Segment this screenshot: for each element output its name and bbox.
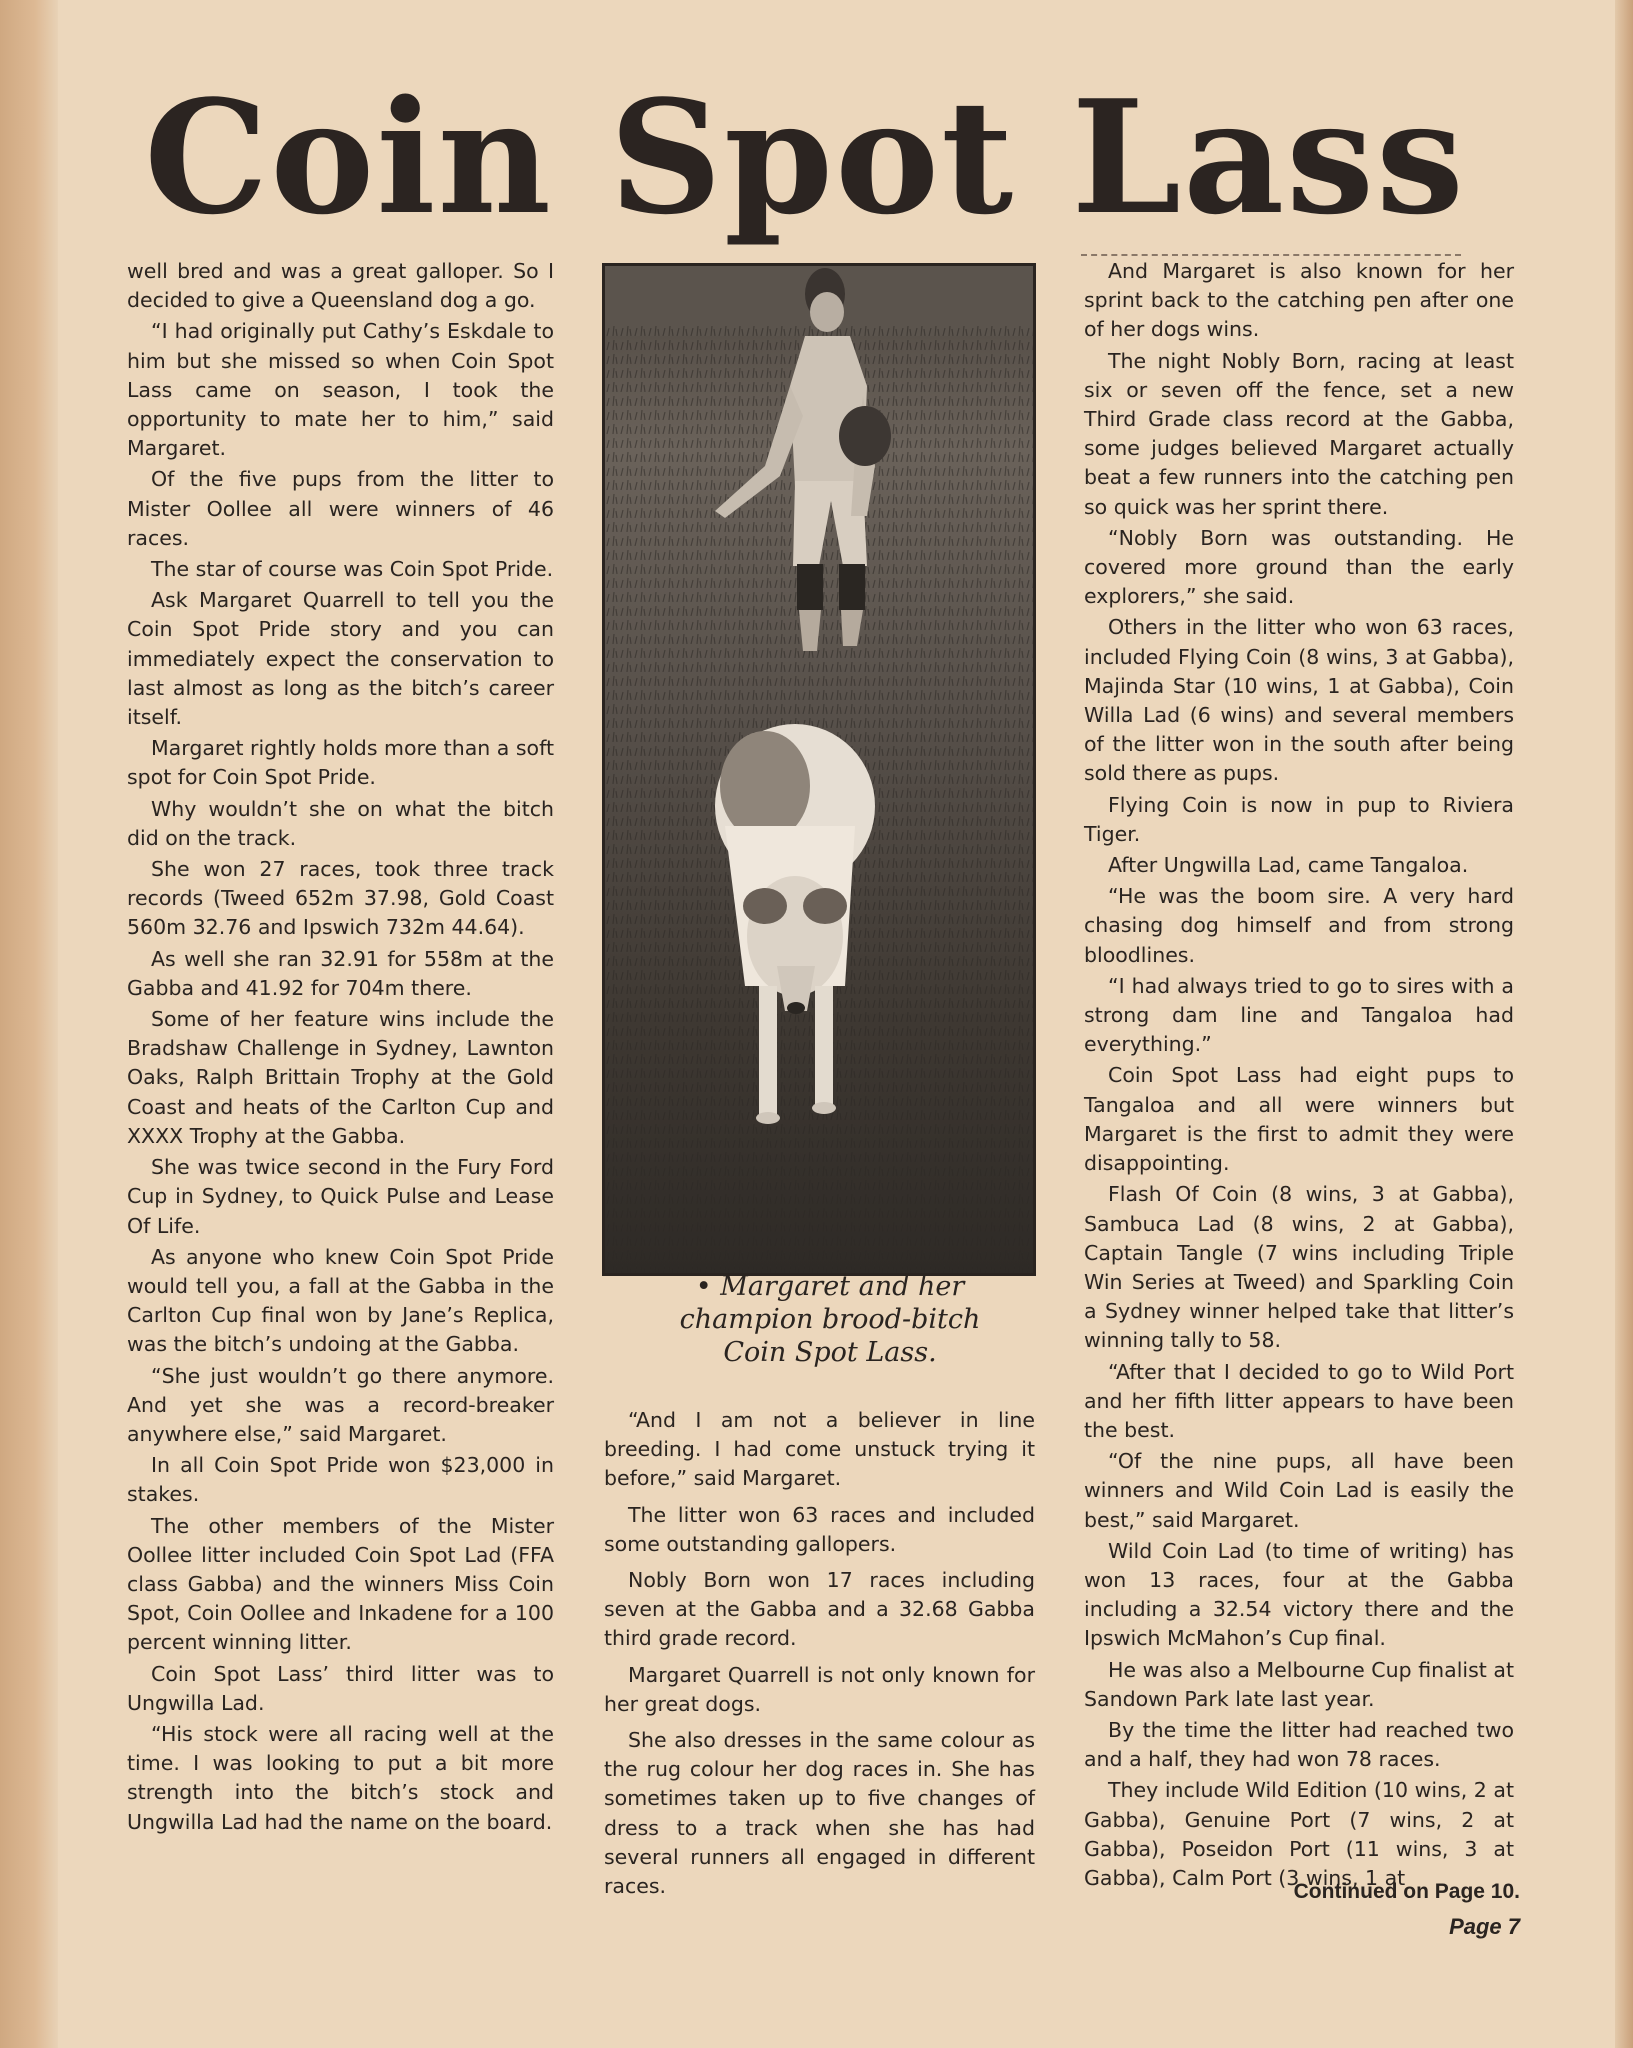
paragraph: As anyone who knew Coin Spot Pride would tell you, a fall at the Gabba in the Carlton Cup final won by Jane’s Replica, was the bitch’s undoing at the Gabba. [127,1244,554,1357]
headline: Coin Spot Lass [144,66,1466,249]
paragraph: Coin Spot Lass’ third litter was to Ungwilla Lad. [127,1661,554,1715]
paragraph: The star of course was Coin Spot Pride. [151,557,554,582]
paragraph: The other members of the Mister Oollee litter included Coin Spot Lad (FFA class Gabba) and the winners Miss Coin Spot, Coin Oollee and Inkadene for a 100 percent winning litter. [127,1513,554,1655]
paragraph: “After that I decided to go to Wild Port and her fifth litter appears to have been the best. [1084,1359,1514,1442]
paragraph: Ask Margaret Quarrell to tell you the Coin Spot Pride story and you can immediately expect the conservation to last almost as long as the bitch’s career itself. [127,588,554,730]
paragraph: Others in the litter who won 63 races, included Flying Coin (8 wins, 3 at Gabba), Majinda Star (10 wins, 1 at Gabba), Coin Willa Lad (6 wins) and several members of the litter won in the south after being sold there as pups. [1084,615,1514,786]
paragraph: And Margaret is also known for her sprint back to the catching pen after one of her dogs wins. [1084,259,1514,342]
paragraph: “I had originally put Cathy’s Eskdale to him but she missed so when Coin Spot Lass came on season, I took the opportunity to mate her to him,” said Margaret. [127,319,554,461]
paragraph: The litter won 63 races and included some outstanding gallopers. [604,1502,1035,1556]
paragraph: They include Wild Edition (10 wins, 2 at Gabba), Genuine Port (7 wins, 2 at Gabba), Poseidon Port (11 wins, 3 at Gabba), Calm Port (3 wins, 1 at [1084,1778,1514,1890]
paragraph: She won 27 races, took three track records (Tweed 652m 37.98, Gold Coast 560m 32.76 and Ipswich 732m 44.64). [127,857,554,940]
photo-illustration [605,266,1033,1273]
paragraph: well bred and was a great galloper. So I decided to give a Queensland dog a go. [127,259,554,313]
paragraph: Why wouldn’t she on what the bitch did on the track. [127,796,554,850]
paragraph: “He was the boom sire. A very hard chasing dog himself and from strong bloodlines. [1084,884,1514,967]
paragraph: She was twice second in the Fury Ford Cup in Sydney, to Quick Pulse and Lease Of Life. [127,1155,554,1238]
middle-column [604,1406,1035,1908]
paragraph: Coin Spot Lass had eight pups to Tangaloa and all were winners but Margaret is the first to admit they were disappointing. [1084,1063,1514,1176]
paragraph: Nobly Born won 17 races including seven at the Gabba and a 32.68 Gabba third grade record. [604,1568,1035,1651]
paragraph: After Ungwilla Lad, came Tangaloa. [1108,853,1469,878]
column-rule [1081,254,1461,256]
paragraph: The night Nobly Born, racing at least six or seven off the fence, set a new Third Grade class record at the Gabba, some judges believed Margaret actually beat a few runners into the catching pen so quick was her sprint there. [1084,348,1514,519]
page-edge-left [0,0,58,2048]
paragraph: Flying Coin is now in pup to Riviera Tiger. [1084,792,1514,846]
photo-margaret-and-dog [602,263,1036,1276]
paragraph: Flash Of Coin (8 wins, 3 at Gabba), Sambuca Lad (8 wins, 2 at Gabba), Captain Tangle (7 wins including Triple Win Series at Tweed) and Sparkling Coin a Sydney winner helped take that litter’s winning tally to 58. [1084,1182,1514,1353]
paragraph: She also dresses in the same colour as the rug colour her dog races in. She has sometimes taken up to five changes of dress to a track when she has had several runners all engaged in different races. [604,1728,1035,1899]
page-number: Page 7 [1449,1914,1520,1939]
paragraph: “And I am not a believer in line breeding. I had come unstuck trying it before,” said Margaret. [604,1408,1035,1491]
left-column [127,257,554,1839]
paragraph: Margaret Quarrell is not only known for her great dogs. [604,1662,1035,1716]
paragraph: “I had always tried to go to sires with a strong dam line and Tangaloa had everything.” [1084,973,1514,1057]
paragraph: Some of her feature wins include the Bradshaw Challenge in Sydney, Lawnton Oaks, Ralph Brittain Trophy at the Gold Coast and heats of the Carlton Cup and XXXX Trophy at the Gabba. [127,1007,554,1148]
paragraph: As well she ran 32.91 for 558m at the Gabba and 41.92 for 704m there. [127,946,554,1000]
paragraph: He was also a Melbourne Cup finalist at Sandown Park late last year. [1084,1657,1514,1711]
right-column [1084,257,1514,1895]
photo-caption: • Margaret and her champion brood-bitch Coin Spot Lass. [679,1271,981,1368]
paragraph: Margaret rightly holds more than a soft spot for Coin Spot Pride. [127,736,554,790]
paragraph: “She just wouldn’t go there anymore. And yet she was a record-breaker anywhere else,” said Margaret. [127,1363,554,1446]
paragraph: “Of the nine pups, all have been winners and Wild Coin Lad is easily the best,” said Margaret. [1084,1449,1514,1532]
continued-note: Continued on Page 10. [1293,1880,1520,1903]
paragraph: Wild Coin Lad (to time of writing) has won 13 races, four at the Gabba including a 32.54 victory there and the Ipswich McMahon’s Cup final. [1084,1538,1514,1651]
paragraph: “Nobly Born was outstanding. He covered more ground than the early explorers,” she said. [1084,525,1514,609]
paragraph: In all Coin Spot Pride won $23,000 in stakes. [127,1453,554,1507]
page-edge-right [1615,0,1633,2048]
paragraph: By the time the litter had reached two and a half, they had won 78 races. [1084,1717,1514,1772]
paragraph: Of the five pups from the litter to Mister Oollee all were winners of 46 races. [127,467,554,550]
paragraph: “His stock were all racing well at the time. I was looking to put a bit more strength into the bitch’s stock and Ungwilla Lad had the name on the board. [127,1721,554,1834]
